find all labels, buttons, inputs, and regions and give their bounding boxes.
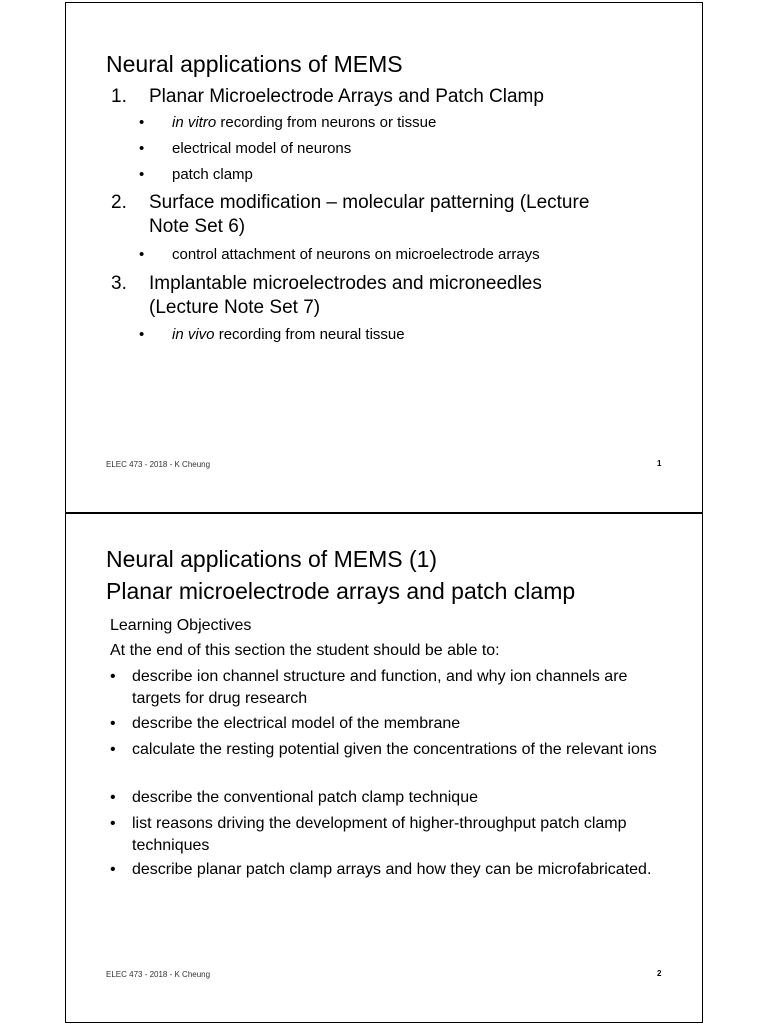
item-number: 2. <box>111 192 127 213</box>
slide-footer: ELEC 473 - 2018 - K Cheung <box>106 460 211 469</box>
bullet-glyph: • <box>139 326 145 343</box>
bullet-glyph: • <box>110 861 116 878</box>
sub-bullet-text: recording from neural tissue <box>214 326 405 343</box>
sub-bullet-text: electrical model of neurons <box>172 140 352 157</box>
objective-bullet <box>110 713 670 735</box>
slide-title: Neural applications of MEMS (1) <box>106 546 438 572</box>
sub-bullet-text: recording from neurons or tissue <box>216 114 437 131</box>
bullet-glyph: • <box>110 715 116 732</box>
objective-bullet <box>110 787 670 809</box>
objective-text: describe ion channel structure and function, and why ion channels are targets for drug research <box>132 668 628 707</box>
objective-text: calculate the resting potential given the concentrations of the relevant ions <box>132 741 657 758</box>
sub-bullet-text: patch clamp <box>172 166 253 183</box>
numbered-item-3 <box>111 272 671 320</box>
slide-footer: ELEC 473 - 2018 - K Cheung <box>106 970 211 979</box>
objective-text: list reasons driving the development of higher-throughput patch clamp techniques <box>132 815 627 854</box>
objective-bullet <box>110 739 670 783</box>
objective-text: describe the conventional patch clamp technique <box>132 789 478 806</box>
slide-1 <box>65 2 703 513</box>
sub-bullet-text: control attachment of neurons on microelectrode arrays <box>172 246 540 263</box>
bullet-glyph: • <box>139 166 145 183</box>
bullet-glyph: • <box>110 668 116 685</box>
bullet-glyph: • <box>139 140 145 157</box>
learning-objectives-heading: Learning Objectives <box>110 617 252 634</box>
slide-title: Neural applications of MEMS <box>106 51 403 77</box>
italic-term: in vitro <box>172 114 217 131</box>
slide-2 <box>65 513 703 1023</box>
bullet-glyph: • <box>139 246 145 263</box>
intro-text: At the end of this section the student should be able to: <box>110 642 500 659</box>
bullet-glyph: • <box>110 815 116 832</box>
numbered-item-2 <box>111 191 671 239</box>
item-text: Planar Microelectrode Arrays and Patch Clamp <box>149 86 544 107</box>
objective-text: describe the electrical model of the membrane <box>132 715 461 732</box>
item-number: 3. <box>111 273 127 294</box>
page-number: 1 <box>657 459 662 468</box>
numbered-item-1 <box>111 85 671 109</box>
objective-bullet <box>110 813 670 857</box>
objective-bullet <box>110 666 670 710</box>
italic-term: in vivo <box>172 326 215 343</box>
objective-bullet <box>110 859 670 903</box>
item-number: 1. <box>111 86 127 107</box>
item-text: Surface modification – molecular patterning (Lecture Note Set 6) <box>149 192 590 237</box>
objective-text: describe planar patch clamp arrays and how they can be microfabricated. <box>132 861 652 878</box>
bullet-glyph: • <box>139 114 145 131</box>
item-text: Implantable microelectrodes and microneedles (Lecture Note Set 7) <box>149 273 542 318</box>
bullet-glyph: • <box>110 789 116 806</box>
slide-subtitle: Planar microelectrode arrays and patch clamp <box>106 578 576 604</box>
page-number: 2 <box>657 969 662 978</box>
bullet-glyph: • <box>110 741 116 758</box>
